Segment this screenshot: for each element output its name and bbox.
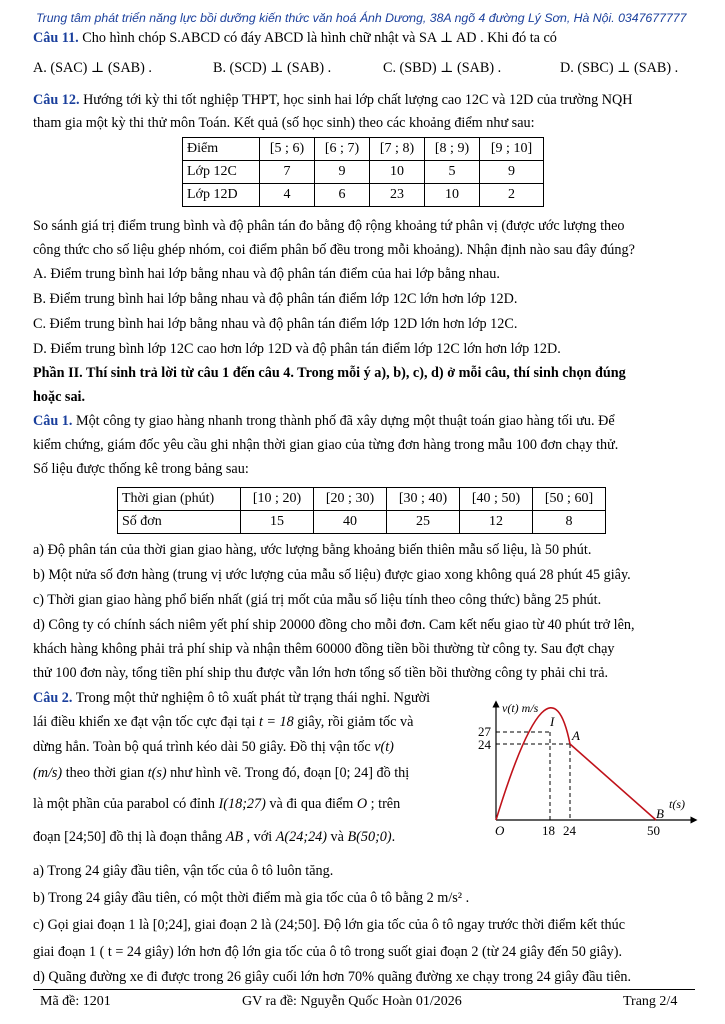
tick-label-27: 27 bbox=[478, 724, 491, 739]
question-12-label: Câu 12. bbox=[33, 92, 80, 108]
table-cell: Số đơn bbox=[118, 511, 241, 534]
table-cell: 9 bbox=[315, 161, 370, 184]
q11-option-b: B. (SCD) ⊥ (SAB) . bbox=[213, 60, 332, 76]
q12-option-c: C. Điểm trung bình hai lớp bằng nhau và độ phân tán điểm lớp 12D lớn hơn lớp 12C. bbox=[33, 316, 518, 332]
c2-line4 bbox=[33, 765, 409, 782]
part2-question-1-label: Câu 1. bbox=[33, 413, 73, 429]
table-row bbox=[118, 511, 606, 534]
text-span: giây, rồi giảm tốc và bbox=[293, 714, 414, 730]
table-cell: 5 bbox=[425, 161, 480, 184]
exam-code: Mã đề: 1201 bbox=[40, 994, 111, 1009]
part-2-heading: Phần II. Thí sinh trả lời từ câu 1 đến câu 4. Trong mỗi ý a), b), c), d) ở mỗi câu, thí sinh chọn đúng bbox=[33, 365, 626, 381]
table-cell: Lớp 12C bbox=[183, 161, 260, 184]
text-span: là một phần của parabol có đỉnh bbox=[33, 796, 219, 812]
table-cell: [9 ; 10] bbox=[480, 138, 544, 161]
point-label-i: I bbox=[550, 714, 555, 729]
table-cell: 8 bbox=[533, 511, 606, 534]
table-cell: 23 bbox=[370, 184, 425, 207]
text-span: ; trên bbox=[367, 796, 401, 812]
question-12-text: Hướng tới kỳ thi tốt nghiệp THPT, học sinh hai lớp chất lượng cao 12C và 12D của trường NQH bbox=[79, 92, 633, 108]
x-axis-label: t(s) bbox=[669, 797, 685, 811]
text-span: và đi qua điểm bbox=[265, 796, 357, 812]
q11-option-c: C. (SBD) ⊥ (SAB) . bbox=[383, 60, 502, 76]
question-12-line4: công thức cho số liệu ghép nhóm, coi điểm phân bố đều trong mỗi khoảng). Nhận định nào sau đây đúng? bbox=[33, 242, 635, 258]
table-cell: 2 bbox=[480, 184, 544, 207]
math-span: (m/s) bbox=[33, 765, 63, 781]
c1-statement-a: a) Độ phân tán của thời gian giao hàng, ước lượng bằng khoảng biến thiên mẫu số liệu, là 50 phút. bbox=[33, 542, 592, 558]
table-cell: 10 bbox=[370, 161, 425, 184]
table-row bbox=[183, 184, 544, 207]
text-span: , với bbox=[243, 829, 276, 845]
c2-statement-c-line2: giai đoạn 1 ( t = 24 giây) lớn hơn độ lớn gia tốc của ô tô trong suốt giai đoạn 2 (từ 24 giây đến 50 giây). bbox=[33, 944, 623, 960]
question-11 bbox=[33, 30, 557, 47]
table-cell: Điểm bbox=[183, 138, 260, 161]
table-cell: 10 bbox=[425, 184, 480, 207]
q12-option-d: D. Điểm trung bình lớp 12C cao hơn lớp 12D và độ phân tán điểm lớp 12C lớn hơn lớp 12D. bbox=[33, 341, 561, 357]
math-span: I(18;27) bbox=[218, 796, 266, 812]
table-cell: [30 ; 40) bbox=[387, 488, 460, 511]
text-span: dừng hẳn. Toàn bộ quá trình kéo dài 50 giây. Đồ thị vận tốc bbox=[33, 739, 375, 755]
tick-label-24-x: 24 bbox=[563, 823, 576, 838]
table-cell: 12 bbox=[460, 511, 533, 534]
math-span: t(s) bbox=[147, 765, 167, 781]
question-12-line2: tham gia một kỳ thi thử môn Toán. Kết quả (số học sinh) theo các khoảng điểm như sau: bbox=[33, 115, 535, 131]
part-2-heading-line2: hoặc sai. bbox=[33, 389, 86, 405]
part2-question-1-line3: Số liệu được thống kê trong bảng sau: bbox=[33, 461, 249, 477]
table-cell: 9 bbox=[480, 161, 544, 184]
part2-question-2 bbox=[33, 690, 430, 707]
footer-divider bbox=[33, 989, 695, 990]
part2-question-2-text: Trong một thử nghiệm ô tô xuất phát từ trạng thái nghỉ. Người bbox=[72, 690, 431, 706]
q11-option-a: A. (SAC) ⊥ (SAB) . bbox=[33, 60, 152, 76]
math-span: O bbox=[356, 796, 368, 812]
score-table bbox=[182, 137, 544, 207]
question-12-line3: So sánh giá trị điểm trung bình và độ phân tán đo bằng độ rộng khoảng tứ phân vị (được ước lượng theo bbox=[33, 218, 625, 234]
table-cell: 6 bbox=[315, 184, 370, 207]
c2-line5 bbox=[33, 796, 400, 813]
c1-statement-d-line3: thử 100 đơn này, tổng tiền phí ship thu được vẫn lớn hơn tổng số tiền bồi thường công ty phải chi trả. bbox=[33, 665, 609, 681]
c1-statement-b: b) Một nửa số đơn hàng (trung vị ước lượng của mẫu số liệu) được giao xong không quá 28 phút 45 giây. bbox=[33, 567, 631, 583]
tick-label-50: 50 bbox=[647, 823, 660, 838]
table-cell: [7 ; 8) bbox=[370, 138, 425, 161]
delivery-table-header bbox=[118, 488, 606, 511]
math-span: t = 18 bbox=[258, 714, 294, 730]
table-cell: 7 bbox=[260, 161, 315, 184]
parabola-curve bbox=[496, 708, 570, 820]
c1-statement-d: d) Công ty có chính sách niêm yết phí ship 20000 đồng cho mỗi đơn. Cam kết nếu giao từ 40 phút trở lên, bbox=[33, 617, 635, 633]
tick-label-24: 24 bbox=[478, 737, 491, 752]
c1-statement-c: c) Thời gian giao hàng phổ biến nhất (giá trị mốt của mẫu số liệu tính theo công thức) bằng 25 phút. bbox=[33, 592, 602, 608]
table-cell: 15 bbox=[241, 511, 314, 534]
part2-question-1-text: Một công ty giao hàng nhanh trong thành phố đã xây dựng một thuật toán giao hàng tối ưu. Để bbox=[72, 413, 615, 429]
c1-statement-d-line2: khách hàng không phải trả phí ship và nhận thêm 60000 đồng tiền bồi thường từ công ty. Sau đợt chạy bbox=[33, 641, 615, 657]
part2-question-2-label: Câu 2. bbox=[33, 690, 73, 706]
table-cell: [50 ; 60] bbox=[533, 488, 606, 511]
table-cell: [10 ; 20) bbox=[241, 488, 314, 511]
question-12 bbox=[33, 92, 633, 109]
part2-question-1 bbox=[33, 413, 615, 430]
text-span: như hình vẽ. Trong đó, đoạn [0; 24] đồ thị bbox=[166, 765, 410, 781]
page-number: Trang 2/4 bbox=[623, 994, 678, 1009]
math-span: v(t) bbox=[374, 739, 394, 755]
table-cell: [6 ; 7) bbox=[315, 138, 370, 161]
tick-label-18: 18 bbox=[542, 823, 555, 838]
point-label-a: A bbox=[572, 728, 580, 743]
y-axis-label: v(t) m/s bbox=[502, 701, 539, 715]
table-row bbox=[183, 161, 544, 184]
text-span: theo thời gian bbox=[62, 765, 148, 781]
c2-line6 bbox=[33, 829, 395, 846]
c2-statement-c: c) Gọi giai đoạn 1 là [0;24], giai đoạn 2 là (24;50]. Độ lớn gia tốc của ô tô ngay trước thời điểm kết thúc bbox=[33, 917, 626, 933]
q12-option-b: B. Điểm trung bình hai lớp bằng nhau và độ phân tán điểm lớp 12C lớn hơn lớp 12D. bbox=[33, 291, 518, 307]
table-cell: Lớp 12D bbox=[183, 184, 260, 207]
q11-option-d: D. (SBC) ⊥ (SAB) . bbox=[560, 60, 679, 76]
text-span: . bbox=[391, 829, 396, 845]
velocity-graph bbox=[466, 698, 701, 843]
score-table-header bbox=[183, 138, 544, 161]
q12-option-a: A. Điểm trung bình hai lớp bằng nhau và độ phân tán điểm của hai lớp bằng nhau. bbox=[33, 266, 500, 282]
text-span: đoạn [24;50] đồ thị là đoạn thẳng bbox=[33, 829, 226, 845]
c2-statement-a: a) Trong 24 giây đầu tiên, vận tốc của ô tô luôn tăng. bbox=[33, 863, 334, 879]
segment-ab bbox=[570, 744, 656, 820]
table-cell: [20 ; 30) bbox=[314, 488, 387, 511]
page-header: Trung tâm phát triển năng lực bồi dưỡng kiến thức văn hoá Ánh Dương, 38A ngõ 4 đường Lý Sơn, Hà Nội. 0347677777 bbox=[36, 11, 687, 25]
math-span: AB bbox=[225, 829, 244, 845]
table-cell: Thời gian (phút) bbox=[118, 488, 241, 511]
text-span: lái điều khiển xe đạt vận tốc cực đại tại bbox=[33, 714, 259, 730]
delivery-table bbox=[117, 487, 606, 534]
question-11-label: Câu 11. bbox=[33, 30, 79, 46]
table-cell: 4 bbox=[260, 184, 315, 207]
point-label-b: B bbox=[656, 806, 664, 821]
c2-statement-d: d) Quãng đường xe đi được trong 26 giây cuối lớn hơn 70% quãng đường xe chạy trong 24 giây đầu tiên. bbox=[33, 969, 632, 985]
math-span: A(24;24) bbox=[275, 829, 327, 845]
math-span: B(50;0) bbox=[347, 829, 392, 845]
table-cell: 40 bbox=[314, 511, 387, 534]
c2-line2 bbox=[33, 714, 413, 731]
footer-author: GV ra đề: Nguyễn Quốc Hoàn 01/2026 bbox=[242, 994, 462, 1009]
table-cell: 25 bbox=[387, 511, 460, 534]
question-11-text: Cho hình chóp S.ABCD có đáy ABCD là hình chữ nhật và SA ⊥ AD . Khi đó ta có bbox=[78, 30, 557, 46]
c2-line3 bbox=[33, 739, 394, 756]
origin-label: O bbox=[495, 823, 505, 838]
table-cell: [40 ; 50) bbox=[460, 488, 533, 511]
table-cell: [8 ; 9) bbox=[425, 138, 480, 161]
text-span: và bbox=[326, 829, 348, 845]
part2-question-1-line2: kiểm chứng, giám đốc yêu cầu ghi nhận thời gian giao của từng đơn hàng trong mẫu 100 đơn chạy thử. bbox=[33, 437, 619, 453]
table-cell: [5 ; 6) bbox=[260, 138, 315, 161]
c2-statement-b: b) Trong 24 giây đầu tiên, có một thời điểm mà gia tốc của ô tô bằng 2 m/s² . bbox=[33, 890, 470, 906]
